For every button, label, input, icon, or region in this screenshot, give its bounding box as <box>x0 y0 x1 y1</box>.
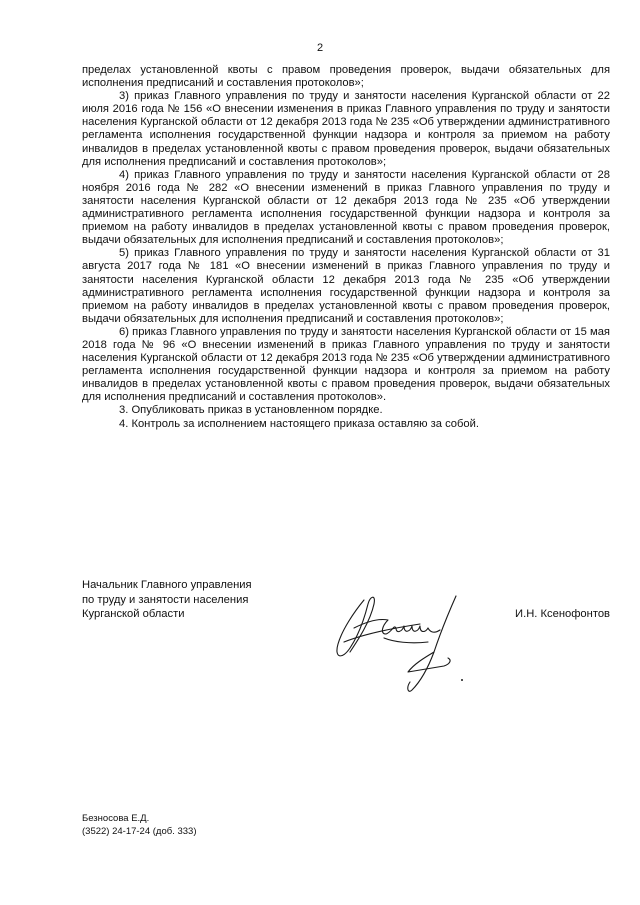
paragraph-item-6: 6) приказ Главного управления по труду и занятости населения Курганской области от 15 мая 2018 года № 96 «О внесении изменений в приказ Главного управления по труду и занятости населения Курганской области от 12 декабря 2013 года № 235 «Об утверждении административного регламента исполнения государственной функции надзора и контроля за приемом на работу инвалидов в пределах установленной квоты с правом проведения проверок, выдачи обязательных для исполнения предписаний и составления протоколов». <box>82 325 610 404</box>
signer-title <box>82 578 302 622</box>
paragraph-point-4: 4. Контроль за исполнением настоящего приказа оставляю за собой. <box>119 417 480 430</box>
paragraph-continuation: пределах установленной квоты с правом проведения проверок, выдачи обязательных для исполнения предписаний и составления протоколов»; <box>82 64 610 90</box>
executor-phone: (3522) 24-17-24 (доб. 333) <box>82 825 197 837</box>
document-body <box>82 64 610 431</box>
paragraph-item-3: 3) приказ Главного управления по труду и занятости населения Курганской области от 22 июля 2016 года № 156 «О внесении изменения в приказ Главного управления по труду и занятости населения Курганской области от 12 декабря 2013 года № 235 «Об утверждении административного регламента исполнения государственной функции надзора и контроля за приемом на работу инвалидов в пределах установленной квоты с правом проведения проверок, выдачи обязательных для исполнения предписаний и составления протоколов»; <box>82 90 610 168</box>
paragraph-item-4: 4) приказ Главного управления по труду и занятости населения Курганской области от 28 ноября 2016 года № 282 «О внесении изменений в приказ Главного управления по труду и занятости населения Курганской области от 12 декабря 2013 года № 235 «Об утверждении административного регламента исполнения государственной функции надзора и контроля за приемом на работу инвалидов в пределах установленной квоты с правом проведения проверок, выдачи обязательных для исполнения предписаний и составления протоколов»; <box>82 168 610 247</box>
signature-block <box>82 578 610 698</box>
executor-name: Безносова Е.Д. <box>82 813 150 824</box>
signer-title-line: Курганской области <box>82 608 185 621</box>
signer-title-line: Начальник Главного управления <box>82 579 252 591</box>
page-number: 2 <box>316 42 324 54</box>
paragraph-point-3: 3. Опубликовать приказ в установленном порядке. <box>119 404 383 417</box>
handwritten-signature <box>324 582 474 694</box>
executor-info <box>82 813 197 838</box>
signer-title-line: по труду и занятости населения <box>82 593 249 606</box>
signer-name: И.Н. Ксенофонтов <box>515 608 610 620</box>
paragraph-item-5: 5) приказ Главного управления по труду и занятости населения Курганской области от 31 августа 2017 года № 181 «О внесении изменений в приказ Главного управления по труду и занятости населения Курганской области 12 декабря 2013 года № 235 «Об утверждении административного регламента исполнения государственной функции надзора и контроля за приемом на работу инвалидов в пределах установленной квоты с правом проведения проверок, выдачи обязательных для исполнения предписаний и составления протоколов»; <box>82 247 610 325</box>
